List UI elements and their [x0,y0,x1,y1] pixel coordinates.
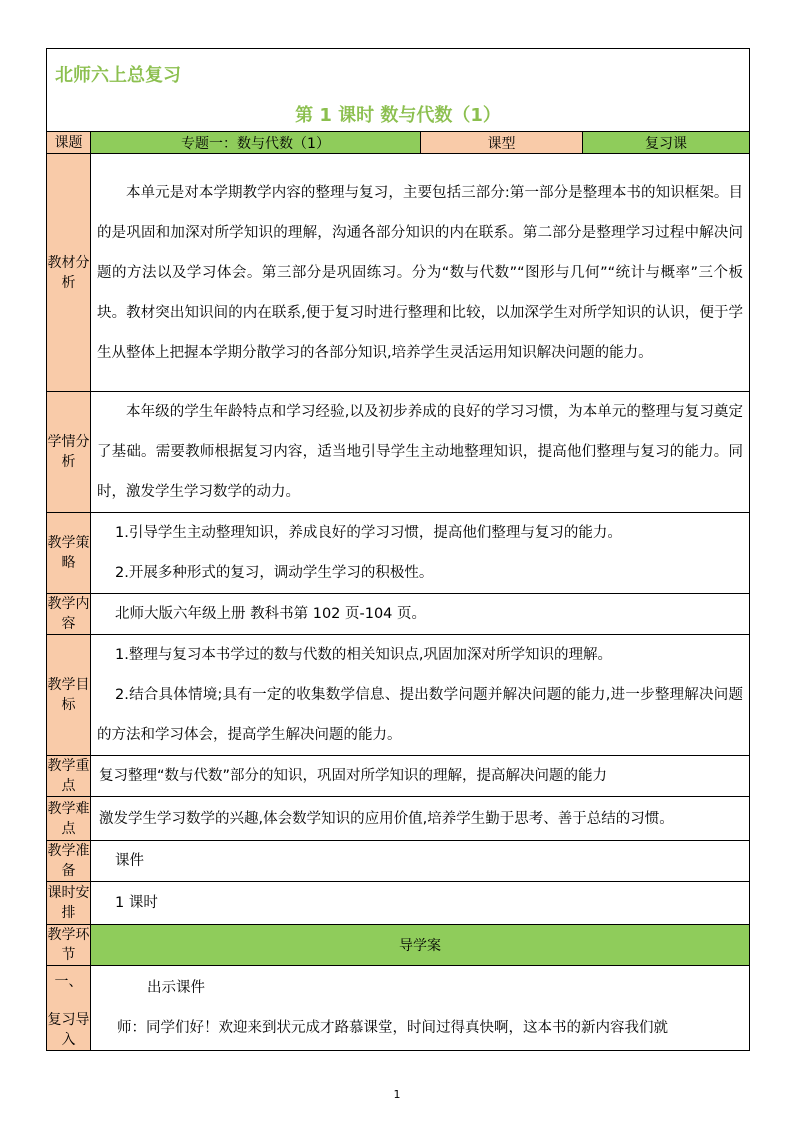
textbook-analysis-label: 教材分析 [47,154,91,392]
content-cell [91,594,750,635]
goals-cell [91,635,750,756]
topic-value: 专题一：数与代数（1） [91,132,421,154]
preparation-row [47,841,750,882]
lesson-title: 第 1 课时 数与代数（1） [295,105,501,126]
lesson-plan-table [46,48,750,1051]
intro-label-text: 复习导入 [47,1012,90,1048]
difficulties-text: 激发学生学习数学的兴趣,体会数学知识的应用价值,培养学生勤于思考、善于总结的习惯。 [99,810,674,827]
header-cell [47,49,750,132]
student-analysis-cell [91,392,750,513]
preparation-text: 课件 [115,853,144,869]
content-text: 北师大版六年级上册 教科书第 102 页-104 页。 [115,606,427,622]
key-points-label: 教学重点 [47,756,91,797]
content-row [47,594,750,635]
goals-item-2: 2.结合具体情境;具有一定的收集数学信息、提出数学问题并解决问题的能力,进一步整理解决问题的方法和学习体会，提高学生解决问题的能力。 [97,687,743,743]
intro-row [47,966,750,1051]
intro-cell [91,966,750,1051]
textbook-analysis-row [47,154,750,392]
brand-title: 北师六上总复习 [55,65,181,86]
strategy-item: 2.开展多种形式的复习，调动学生学习的积极性。 [115,565,434,581]
textbook-analysis-cell [91,154,750,392]
strategy-label: 教学策略 [47,513,91,594]
topic-label: 课题 [47,132,91,154]
type-value: 复习课 [583,132,750,154]
stage-label: 教学环节 [47,925,91,966]
difficulties-row [47,797,750,841]
strategy-row [47,513,750,594]
preparation-cell [91,841,750,882]
goals-row [47,635,750,756]
time-cell [91,882,750,925]
strategy-item: 1.引导学生主动整理知识，养成良好的学习习惯，提高他们整理与复习的能力。 [115,525,622,541]
goals-item-1: 1.整理与复习本书学过的数与代数的相关知识点,巩固加深对所学知识的理解。 [115,647,612,663]
goals-label: 教学目标 [47,635,91,756]
key-points-row [47,756,750,797]
content-label: 教学内容 [47,594,91,635]
difficulties-cell [91,797,750,841]
type-label: 课型 [421,132,583,154]
stage-row [47,925,750,966]
textbook-analysis-text: 本单元是对本学期教学内容的整理与复习，主要包括三部分:第一部分是整理本书的知识框架。目的是巩固和加深对所学知识的理解，沟通各部分知识的内在联系。第二部分是整理学习过程中解决问题的方法以及学习体会。第三部分是巩固练习。分为“数与代数”“图形与几何”“统计与概率”三个板块。教材突出知识间的内在联系,便于复习时进行整理和比较，以加深学生对所学知识的认识，便于学生从整体上把握本学期分散学习的各部分知识,培养学生灵活运用知识解决问题的能力。 [97,184,743,361]
lesson-plan-page [46,48,749,1051]
preparation-label: 教学准备 [47,841,91,882]
time-text: 1 课时 [115,895,158,911]
strategy-cell [91,513,750,594]
topic-row [47,132,750,154]
key-points-text: 复习整理“数与代数”部分的知识，巩固对所学知识的理解，提高解决问题的能力 [99,768,608,784]
student-analysis-row [47,392,750,513]
intro-line-1: 出示课件 [147,980,205,996]
key-points-cell [91,756,750,797]
student-analysis-label: 学情分析 [47,392,91,513]
student-analysis-text: 本年级的学生年龄特点和学习经验,以及初步养成的良好的学习习惯，为本单元的整理与复习奠定了基础。需要教师根据复习内容，适当地引导学生主动地整理知识，提高他们整理与复习的能力。同时，激发学生学习数学的动力。 [97,404,743,500]
intro-label-number: 一、 [54,974,83,990]
intro-label-cell [47,966,91,1051]
time-row [47,882,750,925]
time-label: 课时安排 [47,882,91,925]
intro-line-2: 师：同学们好！欢迎来到状元成才路慕课堂，时间过得真快啊，这本书的新内容我们就 [117,1020,668,1036]
stage-heading: 导学案 [91,925,750,966]
difficulties-label: 教学难点 [47,797,91,841]
page-number: 1 [393,1088,401,1101]
